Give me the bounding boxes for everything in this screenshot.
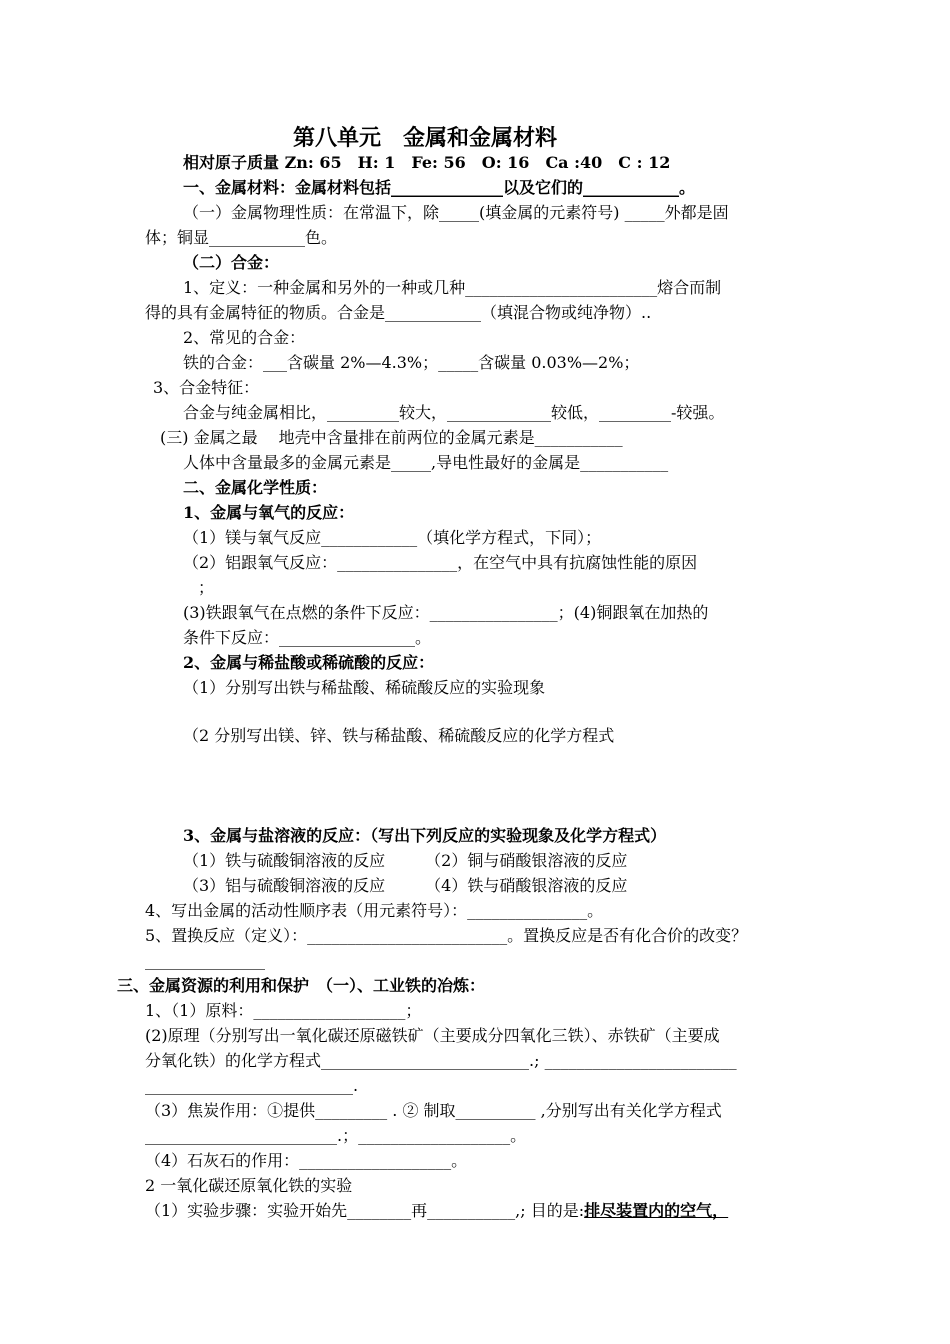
al-oxygen-line: （2）铝跟氧气反应：_______________，在空气中具有抗腐蚀性能的原因 <box>183 553 698 572</box>
principle-line-1: (2)原理（分别写出一氧化碳还原磁铁矿（主要成分四氧化三铁）、赤铁矿（主要成 <box>145 1026 720 1045</box>
coke-role-line-2: ________________________.；___________________。 <box>145 1126 527 1145</box>
alloy-definition-line-2: 得的具有金属特征的物质。合金是____________（填混合物或纯净物）.. <box>145 303 652 322</box>
metal-records-line-1: (三) 金属之最 地壳中含量排在前两位的金属元素是___________ <box>160 428 623 447</box>
page-title: 第八单元 金属和金属材料 <box>293 125 558 151</box>
fe-cu-oxygen-line-2: 条件下反应：_________________。 <box>183 628 432 647</box>
al-oxygen-line-end: ； <box>198 578 215 597</box>
experiment-steps-text: （1）实验步骤：实验开始先________再___________,; 目的是: <box>145 1201 585 1220</box>
co-reduction-heading: 2 一氧化碳还原氧化铁的实验 <box>145 1176 353 1195</box>
acid-reaction-item-2: （2 分别写出镁、锌、铁与稀盐酸、稀硫酸反应的化学方程式 <box>183 726 615 745</box>
metal-records-line-2: 人体中含量最多的金属元素是_____,导电性最好的金属是___________ <box>183 453 669 472</box>
fe-cu-oxygen-line-1: (3)铁跟氧气在点燃的条件下反应：________________；(4)铜跟氧在加热的 <box>183 603 709 622</box>
acid-reaction-heading: 2、金属与稀盐酸或稀硫酸的反应： <box>183 653 435 672</box>
section-3-heading: 三、金属资源的利用和保护 （一）、工业铁的冶炼： <box>117 976 486 995</box>
salt-reaction-items-1: （1）铁与硫酸铜溶液的反应 （2）铜与硝酸银溶液的反应 <box>183 851 628 870</box>
atomic-mass-line: 相对原子质量 Zn: 65 H: 1 Fe: 56 O: 16 Ca :40 C : 12 <box>183 153 671 172</box>
alloy-heading: （二）合金： <box>183 253 280 272</box>
experiment-purpose-answer: 排尽装置内的空气， <box>584 1201 729 1220</box>
physical-property-line-1: （一）金属物理性质：在常温下，除_____(填金属的元素符号) _____外都是固 <box>183 203 729 222</box>
raw-materials-line: 1、（1）原料：___________________； <box>145 1001 422 1020</box>
alloy-features-heading: 3、合金特征： <box>153 378 260 397</box>
physical-property-line-2: 体；铜显____________色。 <box>145 228 338 247</box>
limestone-role-line: （4）石灰石的作用：___________________。 <box>145 1151 468 1170</box>
displacement-line-2: _______________ <box>145 951 265 970</box>
activity-series-line: 4、写出金属的活动性顺序表（用元素符号）：_______________。 <box>145 901 604 920</box>
iron-alloys-line: 铁的合金：___含碳量 2%—4.3%；_____含碳量 0.03%—2%； <box>183 353 640 372</box>
experiment-steps-line <box>145 1200 728 1222</box>
salt-reaction-items-2: （3）铝与硫酸铜溶液的反应 （4）铁与硝酸银溶液的反应 <box>183 876 628 895</box>
alloy-definition-line-1: 1、定义：一种金属和另外的一种或几种________________________熔合而制 <box>183 278 722 297</box>
principle-line-3: __________________________. <box>145 1076 359 1095</box>
mg-oxygen-line: （1）镁与氧气反应____________（填化学方程式，下同）； <box>183 528 602 547</box>
principle-line-2: 分氧化铁）的化学方程式__________________________.; ________________________ <box>145 1051 737 1070</box>
section-1-heading: 一、金属材料：金属材料包括______________以及它们的____________。 <box>183 178 696 197</box>
section-2-heading: 二、金属化学性质： <box>183 478 328 497</box>
alloy-features-line: 合金与纯金属相比，_________较大，_____________较低，_________-较强。 <box>183 403 725 422</box>
coke-role-line-1: （3）焦炭作用：①提供_________ . ② 制取__________ ,分别写出有关化学方程式 <box>145 1101 722 1120</box>
common-alloys-heading: 2、常见的合金： <box>183 328 306 347</box>
oxygen-reaction-heading: 1、金属与氧气的反应： <box>183 503 355 522</box>
displacement-line-1: 5、置换反应（定义）：_________________________。置换反应是否有化合价的改变？ <box>145 926 748 945</box>
acid-reaction-item-1: （1）分别写出铁与稀盐酸、稀硫酸反应的实验现象 <box>183 678 546 697</box>
salt-reaction-heading: 3、金属与盐溶液的反应：（写出下列反应的实验现象及化学方程式） <box>183 826 667 845</box>
